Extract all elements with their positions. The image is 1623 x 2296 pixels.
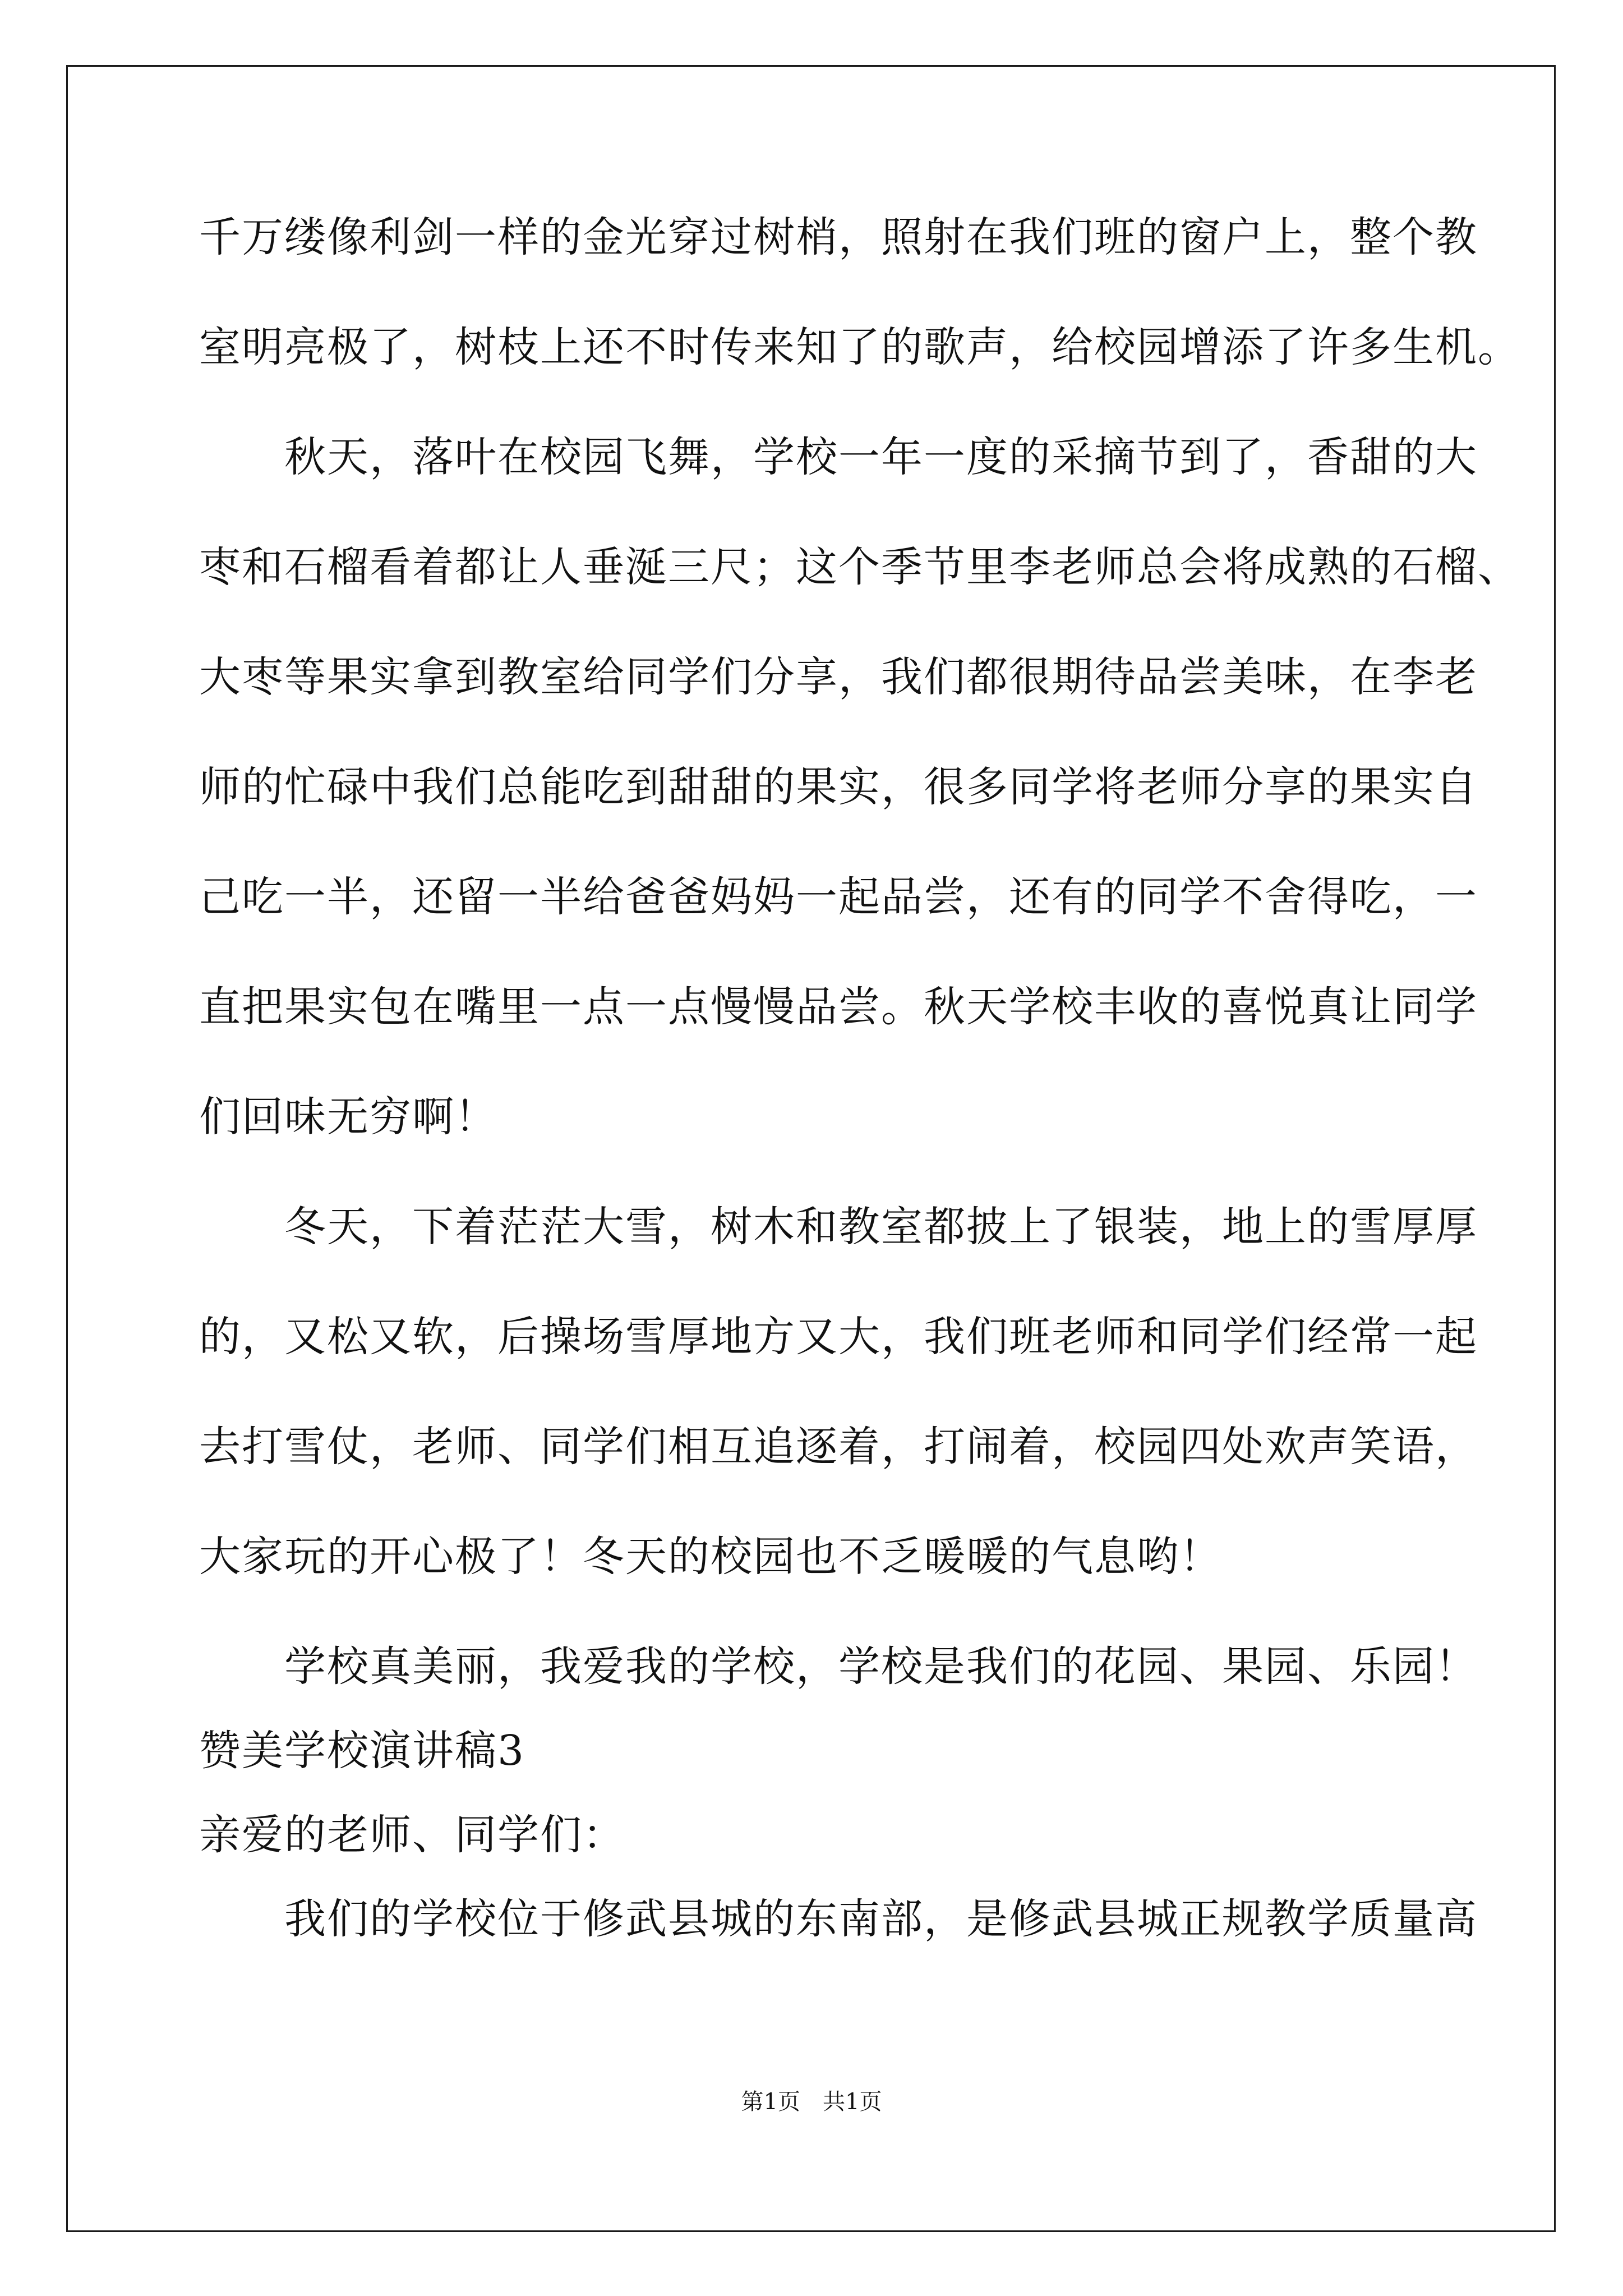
text-line: 们回味无穷啊！ — [199, 1093, 497, 1141]
text-line: 学校真美丽，我爱我的学校，学校是我们的花园、果园、乐园！ — [199, 1642, 1478, 1691]
text-line: 我们的学校位于修武县城的东南部，是修武县城正规教学质量高 — [199, 1895, 1478, 1943]
text-line: 师的忙碌中我们总能吃到甜甜的果实，很多同学将老师分享的果实自 — [199, 763, 1478, 811]
text-line: 冬天，下着茫茫大雪，树木和教室都披上了银装，地上的雪厚厚 — [199, 1203, 1478, 1251]
page-footer: 第1页 共1页 — [741, 2089, 882, 2115]
salutation: 亲爱的老师、同学们： — [199, 1811, 625, 1859]
text-line: 千万缕像利剑一样的金光穿过树梢，照射在我们班的窗户上，整个教 — [199, 213, 1478, 261]
text-line: 室明亮极了，树枝上还不时传来知了的歌声，给校园增添了许多生机。 — [199, 323, 1520, 371]
document-body — [199, 211, 1520, 1945]
text-line: 己吃一半，还留一半给爸爸妈妈一起品尝，还有的同学不舍得吃，一 — [199, 873, 1478, 921]
text-line: 直把果实包在嘴里一点一点慢慢品尝。秋天学校丰收的喜悦真让同学 — [199, 983, 1478, 1031]
text-line: 大家玩的开心极了！冬天的校园也不乏暖暖的气息哟！ — [199, 1533, 1222, 1581]
text-line: 秋天，落叶在校园飞舞，学校一年一度的采摘节到了，香甜的大 — [199, 433, 1478, 481]
text-line: 枣和石榴看着都让人垂涎三尺；这个季节里李老师总会将成熟的石榴、 — [199, 543, 1520, 591]
section-heading: 赞美学校演讲稿3 — [199, 1727, 525, 1775]
text-line: 去打雪仗，老师、同学们相互追逐着，打闹着，校园四处欢声笑语， — [199, 1423, 1478, 1471]
text-line: 的，又松又软，后操场雪厚地方又大，我们班老师和同学们经常一起 — [199, 1313, 1478, 1361]
text-line: 大枣等果实拿到教室给同学们分享，我们都很期待品尝美味，在李老 — [199, 653, 1478, 701]
